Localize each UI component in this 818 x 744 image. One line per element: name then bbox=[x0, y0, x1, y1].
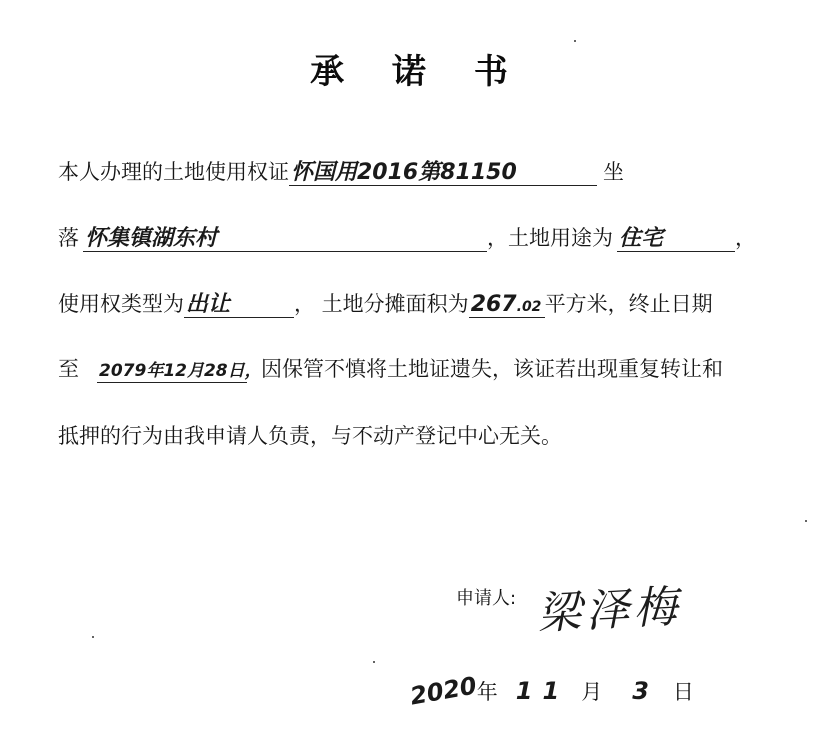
line3-suffix: 平方米，终止日期 bbox=[544, 292, 713, 316]
applicant-label: 申请人: bbox=[456, 588, 517, 609]
line2-mid: ，土地用途为 bbox=[487, 226, 613, 250]
sign-day: 3 bbox=[632, 677, 649, 705]
line-location bbox=[58, 222, 756, 252]
scan-speck bbox=[574, 40, 576, 42]
sign-day-unit: 日 bbox=[672, 680, 694, 704]
sign-month: 11 bbox=[515, 677, 570, 705]
area-value: 267 bbox=[470, 292, 517, 317]
line1-suffix: 坐 bbox=[603, 160, 624, 184]
line-end-date bbox=[58, 353, 723, 383]
line4-prefix: 至 bbox=[58, 357, 79, 381]
line2-suffix: ， bbox=[735, 226, 756, 250]
line1-prefix: 本人办理的土地使用权证 bbox=[58, 160, 289, 184]
land-use-value: 住宅 bbox=[619, 226, 664, 251]
sign-month-unit: 月 bbox=[581, 680, 603, 704]
line5-text: 抵押的行为由我申请人负责，与不动产登记中心无关。 bbox=[58, 424, 562, 448]
line-certificate bbox=[58, 156, 624, 186]
line3-prefix: 使用权类型为 bbox=[58, 292, 184, 316]
sign-year-unit: 年 bbox=[476, 680, 498, 704]
area-field bbox=[469, 291, 545, 318]
sign-date bbox=[408, 671, 694, 711]
line2-prefix: 落 bbox=[58, 226, 79, 250]
scan-speck bbox=[805, 520, 807, 522]
end-date-value: 2079年12月28日， bbox=[99, 361, 262, 381]
land-use-field bbox=[617, 225, 735, 252]
document-title: 承 诺 书 bbox=[310, 52, 526, 92]
applicant-signature: 梁泽梅 bbox=[535, 581, 683, 640]
sign-year: 2020 bbox=[408, 671, 479, 711]
end-date-field bbox=[97, 356, 262, 383]
location-field bbox=[83, 225, 487, 252]
area-decimal: .02 bbox=[516, 299, 542, 315]
location-value: 怀集镇湖东村 bbox=[85, 226, 218, 251]
scan-speck bbox=[92, 636, 94, 638]
certificate-number-field bbox=[289, 159, 597, 186]
right-type-value: 出让 bbox=[186, 292, 231, 317]
line-right-type bbox=[58, 288, 713, 318]
line4-suffix: 因保管不慎将土地证遗失，该证若出现重复转让和 bbox=[261, 357, 723, 381]
certificate-number: 怀国用2016第81150 bbox=[291, 160, 517, 185]
scan-speck bbox=[373, 661, 375, 663]
line3-mid: ， 土地分摊面积为 bbox=[294, 292, 469, 316]
right-type-field bbox=[184, 291, 294, 318]
line-liability bbox=[58, 420, 562, 450]
